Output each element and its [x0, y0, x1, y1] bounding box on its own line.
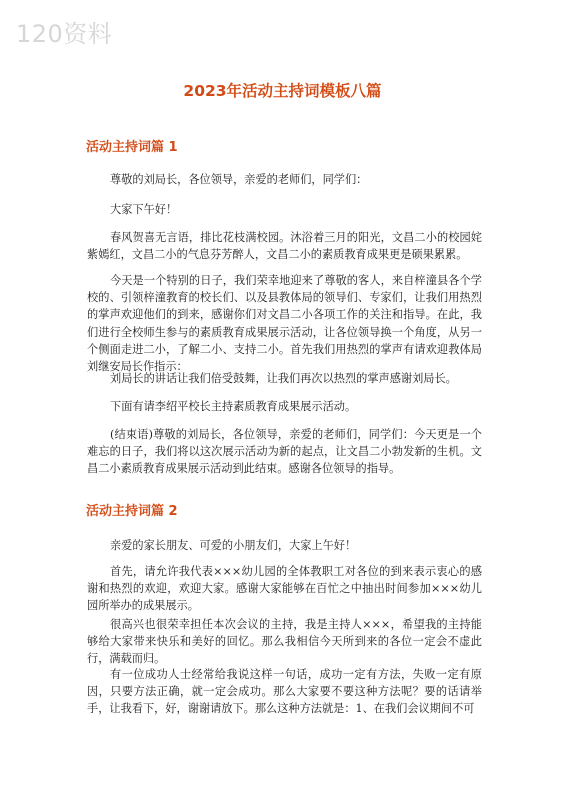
paragraph: 下面有请李绍平校长主持素质教育成果展示活动。 [110, 400, 357, 413]
paragraph: 亲爱的家长朋友、可爱的小朋友们，大家上午好！ [110, 539, 357, 552]
paragraph: 刘局长的讲话让我们倍受鼓舞，让我们再次以热烈的掌声感谢刘局长。 [110, 372, 457, 385]
section-heading-2: 活动主持词篇 2 [86, 504, 178, 519]
paragraph: 今天是一个特别的日子，我们荣幸地迎来了尊敬的客人，来自梓潼县各个学校的、引领梓潼教育的校长们、以及县教体局的领导们、专家们，让我们用热烈的掌声欢迎他们的到来，感谢你们对文昌二小各项工作的关注和指导。在此，我们进行全校师生参与的素质教育成果展示活动，让各位领导换一个角度，从另一个侧面走进二小，了解二小、支持二小。首先我们用热烈的掌声有请欢迎教体局刘继安局长作指示： [87, 274, 482, 374]
paragraph: 春风贺喜无言语，排比花枝满校园。沐浴着三月的阳光，文昌二小的校园姹紫嫣红，文昌二小的气息芬芳醉人，文昌二小的素质教育成果更是硕果累累。 [87, 231, 482, 262]
paragraph: (结束语)尊敬的刘局长，各位领导，亲爱的老师们，同学们：今天更是一个难忘的日子，我们将以这次展示活动为新的起点，让文昌二小勃发新的生机。文昌二小素质教育成果展示活动到此结束。感谢各位领导的指导。 [87, 428, 482, 476]
paragraph: 首先，请允许我代表×××幼儿园的全体教职工对各位的到来表示衷心的感谢和热烈的欢迎，欢迎大家。感谢大家能够在百忙之中抽出时间参加×××幼儿园所举办的成果展示。 [87, 565, 482, 613]
watermark-logo: 120资料 [16, 20, 113, 48]
section-heading-1: 活动主持词篇 1 [86, 140, 178, 155]
paragraph: 尊敬的刘局长，各位领导，亲爱的老师们，同学们： [110, 173, 368, 186]
document-title: 2023年活动主持词模板八篇 [183, 82, 382, 100]
paragraph: 大家下午好！ [110, 203, 178, 216]
paragraph: 有一位成功人士经常给我说这样一句话，成功一定有方法，失败一定有原因，只要方法正确，就一定会成功。那么大家要不要这种方法呢？要的话请举手，让我看下，好，谢谢请放下。那么这种方法就是：1、在我们会议期间不可 [87, 668, 482, 716]
paragraph: 很高兴也很荣幸担任本次会议的主持，我是主持人×××，希望我的主持能够给大家带来快乐和美好的回忆。那么我相信今天所到来的各位一定会不虚此行，满载而归。 [87, 618, 482, 666]
